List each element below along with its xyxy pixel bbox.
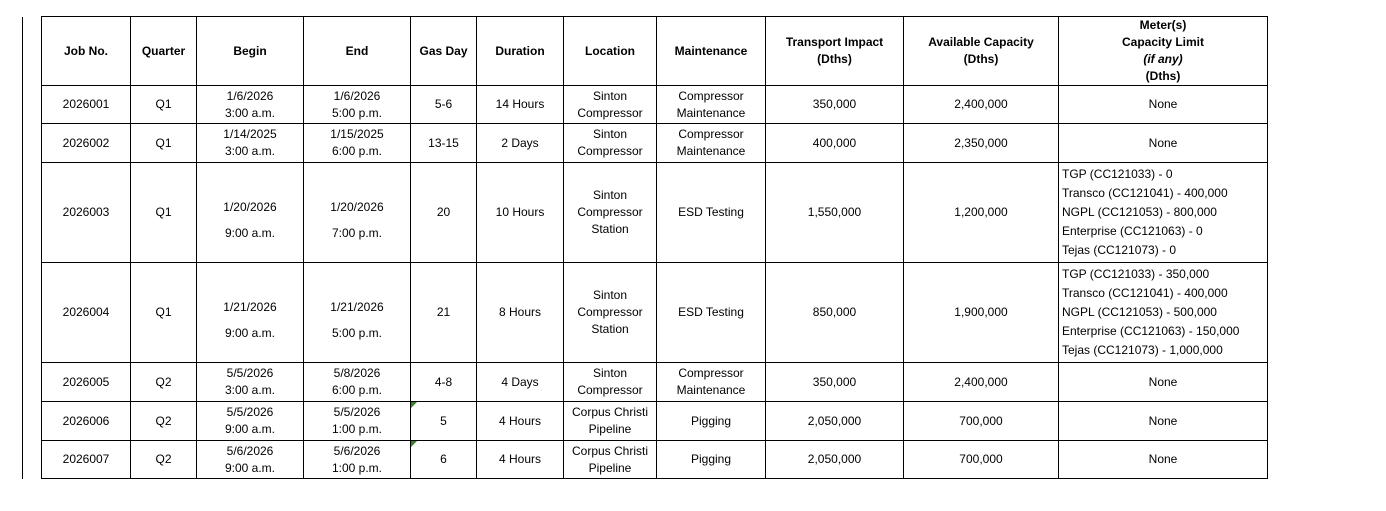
header-transport-impact: Transport Impact (Dths) xyxy=(766,17,904,86)
table-row xyxy=(23,163,1268,263)
cell-line: Compressor xyxy=(577,383,643,397)
cell-text: Q1 xyxy=(155,135,172,150)
cell-quarter xyxy=(131,363,197,402)
cell-available-capacity xyxy=(904,402,1059,441)
cell-text: 2,050,000 xyxy=(807,452,862,466)
cell-end xyxy=(304,402,411,441)
meter-limit-line: Transco (CC121041) - 400,000 xyxy=(1062,286,1228,300)
cell-line: 5/6/2026 xyxy=(226,443,274,458)
table-row xyxy=(23,363,1268,402)
cell-gas-day xyxy=(411,163,477,263)
cell-text: 1,550,000 xyxy=(807,205,862,219)
cell-location xyxy=(564,263,657,363)
cell-location xyxy=(564,402,657,441)
cell-text: 2026001 xyxy=(62,97,110,111)
cell-line: Maintenance xyxy=(676,383,746,397)
cell-end xyxy=(304,363,411,402)
cell-line: Maintenance xyxy=(676,105,746,120)
cell-location xyxy=(564,363,657,402)
meter-limit-line: Tejas (CC121073) - 1,000,000 xyxy=(1062,343,1223,357)
cell-meter-capacity-limit xyxy=(1059,402,1268,441)
cell-text: Pigging xyxy=(690,413,732,428)
cell-available-capacity xyxy=(904,124,1059,163)
cell-text: 400,000 xyxy=(812,135,857,150)
cell-line: 6:00 p.m. xyxy=(331,144,383,158)
cell-text: 4 Hours xyxy=(498,452,542,466)
cell-duration xyxy=(477,163,564,263)
cell-text: Q1 xyxy=(155,305,172,319)
meter-limit-line: TGP (CC121033) - 0 xyxy=(1062,167,1173,181)
row-gutter xyxy=(23,17,42,86)
cell-line: 1/21/2026 xyxy=(223,299,277,314)
cell-text: 350,000 xyxy=(812,97,857,111)
cell-line: Compressor xyxy=(678,366,744,380)
cell-text: 5 xyxy=(440,413,447,428)
cell-maintenance xyxy=(657,363,766,402)
cell-line: 5/5/2026 xyxy=(226,405,274,419)
header-begin: Begin xyxy=(197,17,304,86)
row-gutter xyxy=(23,441,42,479)
cell-line: 5/6/2026 xyxy=(333,443,381,458)
cell-text: 2026004 xyxy=(62,305,110,319)
cell-text: 2,400,000 xyxy=(954,374,1008,389)
cell-text: None xyxy=(1148,413,1178,428)
cell-line: Compressor xyxy=(678,127,744,141)
cell-begin xyxy=(197,402,304,441)
cell-text: Q2 xyxy=(155,452,172,466)
cell-line: 5:00 p.m. xyxy=(331,325,383,340)
cell-quarter xyxy=(131,86,197,124)
cell-quarter xyxy=(131,402,197,441)
cell-line: 9:00 a.m. xyxy=(224,225,276,240)
row-gutter xyxy=(23,402,42,441)
cell-end xyxy=(304,263,411,363)
header-end: End xyxy=(304,17,411,86)
header-maintenance: Maintenance xyxy=(657,17,766,86)
cell-line: Corpus Christi xyxy=(571,405,649,419)
cell-duration xyxy=(477,86,564,124)
cell-begin xyxy=(197,363,304,402)
cell-begin xyxy=(197,441,304,479)
cell-text: 10 Hours xyxy=(495,205,545,219)
header-duration: Duration xyxy=(477,17,564,86)
cell-location xyxy=(564,441,657,479)
cell-text: 2 Days xyxy=(501,135,539,150)
cell-available-capacity xyxy=(904,163,1059,263)
cell-quarter xyxy=(131,441,197,479)
cell-duration xyxy=(477,263,564,363)
cell-meter-capacity-limit xyxy=(1059,86,1268,124)
table-row xyxy=(23,263,1268,363)
cell-job-no xyxy=(42,402,131,441)
cell-line: 5/5/2026 xyxy=(226,366,274,380)
cell-available-capacity xyxy=(904,263,1059,363)
cell-line: Pipeline xyxy=(588,422,632,436)
cell-line: 5/5/2026 xyxy=(333,405,381,419)
cell-line: 1/6/2026 xyxy=(333,88,381,103)
cell-line: 1/21/2026 xyxy=(330,299,384,314)
cell-line: 5:00 p.m. xyxy=(331,105,383,120)
cell-line: Corpus Christi xyxy=(571,443,649,458)
cell-line: 5/8/2026 xyxy=(333,366,381,380)
cell-text: 2026005 xyxy=(62,374,110,389)
cell-text: 4-8 xyxy=(434,374,453,389)
cell-location xyxy=(564,124,657,163)
cell-line: 6:00 p.m. xyxy=(331,383,383,397)
meter-limit-line: Enterprise (CC121063) - 150,000 xyxy=(1062,324,1240,338)
cell-line: 7:00 p.m. xyxy=(331,225,383,240)
row-gutter xyxy=(23,163,42,263)
cell-text: 700,000 xyxy=(959,452,1003,466)
meter-limit-line: Transco (CC121041) - 400,000 xyxy=(1062,186,1228,200)
cell-maintenance xyxy=(657,402,766,441)
cell-text: 4 Days xyxy=(501,374,539,389)
cell-transport-impact xyxy=(766,263,904,363)
table-row xyxy=(23,86,1268,124)
cell-text: 21 xyxy=(436,305,451,319)
cell-line: Compressor xyxy=(577,105,643,120)
cell-text: 8 Hours xyxy=(498,305,542,319)
cell-job-no xyxy=(42,163,131,263)
cell-text: 850,000 xyxy=(812,305,857,319)
row-gutter xyxy=(23,363,42,402)
cell-text: 2,400,000 xyxy=(954,97,1008,111)
cell-available-capacity xyxy=(904,363,1059,402)
cell-maintenance xyxy=(657,124,766,163)
header-location: Location xyxy=(564,17,657,86)
cell-text: Q2 xyxy=(155,413,172,428)
table-row xyxy=(23,124,1268,163)
cell-line: 9:00 a.m. xyxy=(224,422,276,436)
table-row xyxy=(23,441,1268,479)
cell-gas-day xyxy=(411,363,477,402)
cell-text: 2026002 xyxy=(62,135,110,150)
cell-gas-day xyxy=(411,402,477,441)
cell-job-no xyxy=(42,124,131,163)
cell-text: Q1 xyxy=(155,205,172,219)
cell-text: 5-6 xyxy=(434,97,453,111)
cell-meter-capacity-limit xyxy=(1059,441,1268,479)
cell-maintenance xyxy=(657,86,766,124)
cell-duration xyxy=(477,441,564,479)
cell-transport-impact xyxy=(766,402,904,441)
cell-line: 9:00 a.m. xyxy=(224,460,276,475)
cell-gas-day xyxy=(411,441,477,479)
cell-transport-impact xyxy=(766,441,904,479)
cell-text: None xyxy=(1148,452,1178,466)
row-gutter xyxy=(23,86,42,124)
cell-line: Compressor xyxy=(577,305,643,319)
cell-line: Compressor xyxy=(577,205,643,219)
cell-line: Sinton xyxy=(592,366,628,380)
cell-text: 1,900,000 xyxy=(954,305,1008,319)
maintenance-table xyxy=(22,16,1268,479)
cell-text: 20 xyxy=(436,205,451,219)
cell-end xyxy=(304,86,411,124)
cell-line: Pipeline xyxy=(588,460,632,475)
cell-line: 1/20/2026 xyxy=(223,199,277,214)
cell-quarter xyxy=(131,124,197,163)
cell-duration xyxy=(477,363,564,402)
cell-meter-capacity-limit xyxy=(1059,263,1268,363)
cell-transport-impact xyxy=(766,363,904,402)
cell-quarter xyxy=(131,163,197,263)
cell-meter-capacity-limit xyxy=(1059,163,1268,263)
cell-begin xyxy=(197,263,304,363)
cell-text: ESD Testing xyxy=(678,305,744,319)
cell-text: None xyxy=(1148,97,1178,111)
cell-maintenance xyxy=(657,441,766,479)
cell-text: 700,000 xyxy=(959,413,1003,428)
cell-meter-capacity-limit xyxy=(1059,124,1268,163)
cell-line: Compressor xyxy=(678,88,744,103)
cell-end xyxy=(304,124,411,163)
cell-transport-impact xyxy=(766,163,904,263)
cell-available-capacity xyxy=(904,441,1059,479)
header-available-capacity: Available Capacity (Dths) xyxy=(904,17,1059,86)
cell-text: Q2 xyxy=(155,374,172,389)
cell-begin xyxy=(197,86,304,124)
cell-maintenance xyxy=(657,163,766,263)
cell-job-no xyxy=(42,363,131,402)
cell-line: 3:00 a.m. xyxy=(224,144,276,158)
cell-duration xyxy=(477,402,564,441)
cell-line: Sinton xyxy=(592,288,628,302)
cell-text: 4 Hours xyxy=(498,413,542,428)
maintenance-schedule xyxy=(22,16,1268,479)
header-quarter: Quarter xyxy=(131,17,197,86)
cell-text: 2026006 xyxy=(62,413,110,428)
cell-gas-day xyxy=(411,124,477,163)
cell-maintenance xyxy=(657,263,766,363)
cell-line: Maintenance xyxy=(676,144,746,158)
cell-line: 1:00 p.m. xyxy=(331,460,383,475)
cell-line: 1/6/2026 xyxy=(226,88,274,103)
cell-text: Q1 xyxy=(155,97,172,111)
meter-limit-line: NGPL (CC121053) - 500,000 xyxy=(1062,305,1217,319)
cell-text: ESD Testing xyxy=(678,205,744,219)
header-gas-day: Gas Day xyxy=(411,17,477,86)
cell-text: 1,200,000 xyxy=(954,205,1008,219)
cell-line: 3:00 a.m. xyxy=(224,105,276,120)
cell-duration xyxy=(477,124,564,163)
cell-quarter xyxy=(131,263,197,363)
cell-line: 1/20/2026 xyxy=(330,199,384,214)
cell-line: 3:00 a.m. xyxy=(224,383,276,397)
cell-gas-day xyxy=(411,263,477,363)
cell-transport-impact xyxy=(766,124,904,163)
header-row xyxy=(23,17,1268,86)
cell-job-no xyxy=(42,441,131,479)
cell-line: Station xyxy=(591,222,629,236)
cell-begin xyxy=(197,124,304,163)
cell-job-no xyxy=(42,263,131,363)
cell-line: 1:00 p.m. xyxy=(331,422,383,436)
header-job-no: Job No. xyxy=(42,17,131,86)
meter-limit-line: Enterprise (CC121063) - 0 xyxy=(1062,224,1203,238)
cell-text: Pigging xyxy=(690,452,732,466)
cell-text: 14 Hours xyxy=(495,97,545,111)
cell-available-capacity xyxy=(904,86,1059,124)
cell-line: Compressor xyxy=(577,144,643,158)
cell-text: None xyxy=(1148,374,1178,389)
cell-text: 6 xyxy=(440,452,447,466)
cell-text: 13-15 xyxy=(428,135,459,150)
row-gutter xyxy=(23,263,42,363)
cell-job-no xyxy=(42,86,131,124)
cell-text: None xyxy=(1148,135,1178,150)
cell-begin xyxy=(197,163,304,263)
meter-limit-line: Tejas (CC121073) - 0 xyxy=(1062,243,1177,257)
cell-line: 1/14/2025 xyxy=(223,127,277,141)
cell-line: 1/15/2025 xyxy=(330,127,384,141)
cell-line: Sinton xyxy=(592,188,628,202)
meter-limit-line: TGP (CC121033) - 350,000 xyxy=(1062,267,1210,281)
meter-limit-line: NGPL (CC121053) - 800,000 xyxy=(1062,205,1217,219)
cell-line: Sinton xyxy=(592,88,628,103)
cell-location xyxy=(564,163,657,263)
cell-text: 2,050,000 xyxy=(807,413,862,428)
cell-end xyxy=(304,441,411,479)
cell-text: 2026003 xyxy=(62,205,110,219)
table-row xyxy=(23,402,1268,441)
cell-end xyxy=(304,163,411,263)
cell-line: Station xyxy=(591,322,629,336)
cell-text: 2,350,000 xyxy=(954,135,1008,150)
cell-meter-capacity-limit xyxy=(1059,363,1268,402)
cell-transport-impact xyxy=(766,86,904,124)
row-gutter xyxy=(23,124,42,163)
cell-text: 2026007 xyxy=(62,452,110,466)
cell-line: 9:00 a.m. xyxy=(224,325,276,340)
cell-text: 350,000 xyxy=(812,374,857,389)
cell-line: Sinton xyxy=(592,127,628,141)
cell-location xyxy=(564,86,657,124)
header-meter-capacity-limit: Meter(s) Capacity Limit (if any) (Dths) xyxy=(1059,17,1268,86)
cell-gas-day xyxy=(411,86,477,124)
